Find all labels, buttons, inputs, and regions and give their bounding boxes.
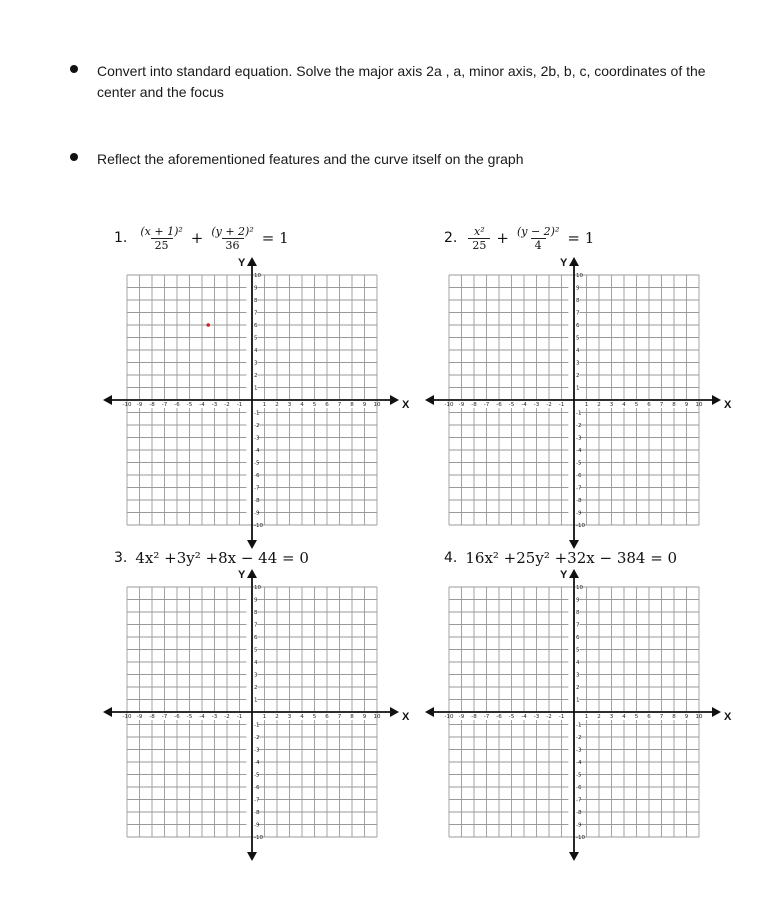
y-tick-label: -1 [576,410,582,417]
y-tick-label: -8 [576,810,582,816]
y-tick-label: -3 [576,747,582,754]
x-tick-label: -5 [186,402,193,408]
x-tick-label: 6 [325,714,329,720]
x-tick-label: 4 [300,714,304,720]
fraction [138,225,184,252]
x-axis-label: X [724,711,732,723]
x-axis-arrow-left-icon [425,707,434,717]
y-tick-label: -7 [254,485,260,492]
x-tick-label: 9 [362,402,367,408]
x-tick-label: -1 [558,714,565,720]
y-tick-label: -10 [576,523,585,529]
general-equation: 4x² +3y² +8x − 44 = 0 [135,549,309,567]
x-tick-label: 7 [337,714,342,720]
x-tick-label: -9 [136,402,143,408]
y-tick-label: -10 [254,523,263,529]
x-tick-label: -2 [224,402,230,408]
y-tick-label: -6 [576,473,582,479]
x-tick-label: -2 [224,714,230,720]
y-tick-label: 10 [576,273,583,279]
y-tick-label: 7 [254,622,258,629]
y-tick-label: -4 [254,448,260,454]
x-tick-label: 2 [597,402,601,408]
x-tick-label: -2 [546,402,552,408]
y-tick-label: -7 [576,797,582,804]
y-tick-label: 4 [576,660,580,666]
y-tick-label: 4 [254,660,258,666]
y-axis-arrow-up-icon [569,569,579,578]
x-axis-arrow-right-icon [390,395,399,405]
instruction-2 [70,149,730,170]
y-axis-label: Y [560,257,568,269]
x-tick-label: 9 [684,402,689,408]
fraction [468,225,490,252]
y-tick-label: -3 [576,435,582,442]
y-tick-label: 10 [576,585,583,591]
x-tick-label: -4 [199,714,205,720]
x-tick-label: -5 [186,714,193,720]
y-tick-label: 8 [254,610,258,616]
x-tick-label: 3 [609,402,614,408]
x-axis-arrow-left-icon [103,707,112,717]
equals-one: = 1 [261,229,289,247]
x-tick-label: -9 [136,714,143,720]
x-tick-label: 7 [659,402,664,408]
x-tick-label: 5 [634,402,639,408]
instruction-1 [70,61,730,103]
y-tick-label: -6 [254,473,260,479]
instruction-text: Reflect the aforementioned features and the curve itself on the graph [97,151,524,167]
x-tick-label: 5 [312,714,317,720]
y-tick-label: -5 [576,772,582,779]
y-tick-label: 3 [254,672,258,679]
y-tick-label: 9 [576,285,580,292]
x-tick-label: -10 [122,402,132,408]
y-tick-label: 3 [576,360,580,367]
y-tick-label: -2 [576,735,582,741]
problem-number: 2. [444,230,458,246]
x-tick-label: 6 [647,402,651,408]
equals-one: = 1 [567,229,595,247]
x-tick-label: -10 [444,714,454,720]
y-tick-label: -4 [254,760,260,766]
x-tick-label: 5 [634,714,639,720]
x-tick-label: 3 [287,714,292,720]
numerator: (x + 1)² [140,224,183,238]
x-tick-label: -7 [161,402,168,408]
x-tick-label: -1 [236,714,243,720]
y-tick-label: -3 [254,747,260,754]
x-tick-label: 7 [659,714,664,720]
x-tick-label: 1 [262,714,267,720]
x-tick-label: 8 [672,714,676,720]
y-tick-label: -6 [254,785,260,791]
fraction [209,225,255,252]
denominator: 4 [531,238,546,252]
coordinate-grid-1[interactable] [108,256,408,546]
x-tick-label: -8 [471,402,477,408]
x-tick-label: -6 [496,402,502,408]
x-tick-label: 8 [350,402,354,408]
y-tick-label: -3 [254,435,260,442]
y-axis-label: Y [238,569,246,581]
y-tick-label: 3 [254,360,258,367]
x-tick-label: 2 [597,714,601,720]
x-tick-label: 5 [312,402,317,408]
y-tick-label: -5 [254,772,260,779]
x-axis-arrow-right-icon [390,707,399,717]
x-tick-label: -8 [149,402,155,408]
problem-2-equation [444,220,597,256]
y-tick-label: 5 [254,335,258,342]
x-tick-label: -4 [199,402,205,408]
x-tick-label: -5 [508,714,515,720]
y-tick-label: 4 [254,348,258,354]
y-tick-label: 2 [254,373,258,379]
y-tick-label: 9 [576,597,580,604]
y-tick-label: -4 [576,448,582,454]
problem-number: 3. [114,550,128,566]
x-tick-label: -1 [236,402,243,408]
x-tick-label: -6 [174,402,180,408]
y-tick-label: 2 [576,685,580,691]
y-axis-label: Y [238,257,246,269]
x-tick-label: -9 [458,402,465,408]
y-tick-label: 7 [576,622,580,629]
y-tick-label: 1 [254,697,258,704]
y-tick-label: 6 [576,323,580,329]
y-tick-label: 6 [254,323,258,329]
x-tick-label: 8 [672,402,676,408]
x-tick-label: 2 [275,714,279,720]
y-tick-label: 2 [254,685,258,691]
x-tick-label: -6 [174,714,180,720]
x-tick-label: 1 [584,714,589,720]
y-tick-label: -8 [576,498,582,504]
x-tick-label: 4 [622,714,626,720]
y-tick-label: 5 [576,647,580,654]
coordinate-grid-3[interactable] [108,568,408,858]
plus-sign: + [496,229,509,247]
y-tick-label: -10 [576,835,585,841]
y-tick-label: -7 [576,485,582,492]
x-tick-label: 10 [695,714,703,720]
y-tick-label: -10 [254,835,263,841]
x-axis-arrow-right-icon [712,707,721,717]
marked-point [206,323,210,327]
y-tick-label: 8 [254,298,258,304]
y-axis-label: Y [560,569,568,581]
x-tick-label: -5 [508,402,515,408]
x-tick-label: 9 [684,714,689,720]
y-tick-label: -2 [576,423,582,429]
y-tick-label: 9 [254,597,258,604]
y-tick-label: 1 [576,697,580,704]
y-tick-label: -9 [576,822,582,829]
y-tick-label: 9 [254,285,258,292]
x-tick-label: -2 [546,714,552,720]
x-tick-label: 4 [622,402,626,408]
y-tick-label: -2 [254,423,260,429]
denominator: 36 [222,238,244,252]
x-tick-label: -8 [149,714,155,720]
y-tick-label: -8 [254,498,260,504]
y-tick-label: 4 [576,348,580,354]
y-axis-arrow-up-icon [247,257,257,266]
y-tick-label: -5 [576,460,582,467]
y-tick-label: 10 [254,273,261,279]
x-tick-label: -4 [521,402,527,408]
x-tick-label: 3 [287,402,292,408]
x-tick-label: 9 [362,714,367,720]
denominator: 25 [151,238,173,252]
x-tick-label: -9 [458,714,465,720]
x-axis-arrow-left-icon [103,395,112,405]
y-tick-label: -7 [254,797,260,804]
x-tick-label: -7 [161,714,168,720]
y-tick-label: 3 [576,672,580,679]
x-tick-label: 8 [350,714,354,720]
numerator: x² [474,224,485,238]
x-axis-arrow-right-icon [712,395,721,405]
y-axis-arrow-up-icon [569,257,579,266]
fraction [515,225,561,252]
y-axis-arrow-down-icon [247,852,257,861]
y-tick-label: -1 [576,722,582,729]
y-tick-label: 10 [254,585,261,591]
x-axis-label: X [724,399,732,411]
x-tick-label: -3 [533,402,540,408]
x-tick-label: -6 [496,714,502,720]
plus-sign: + [190,229,204,247]
y-tick-label: 2 [576,373,580,379]
y-tick-label: -8 [254,810,260,816]
x-tick-label: -1 [558,402,565,408]
y-tick-label: 5 [576,335,580,342]
y-tick-label: -5 [254,460,260,467]
x-tick-label: 2 [275,402,279,408]
problem-1-equation [114,220,292,256]
y-tick-label: -9 [254,510,260,517]
x-axis-label: X [402,399,410,411]
x-tick-label: -4 [521,714,527,720]
x-tick-label: 10 [373,714,381,720]
x-tick-label: 10 [373,402,381,408]
y-tick-label: -1 [254,410,260,417]
instruction-text: Convert into standard equation. Solve the major axis 2a , a, minor axis, 2b, b, c, coordinates of the center and the focus [97,63,706,100]
problem-number: 1. [114,230,128,246]
x-tick-label: 6 [647,714,651,720]
x-axis-arrow-left-icon [425,395,434,405]
y-tick-label: 8 [576,298,580,304]
bullet-dot [70,65,78,73]
x-tick-label: 10 [695,402,703,408]
y-tick-label: 8 [576,610,580,616]
x-tick-label: -3 [211,402,218,408]
y-tick-label: -1 [254,722,260,729]
y-tick-label: 7 [576,310,580,317]
y-tick-label: 1 [576,385,580,392]
y-tick-label: -2 [254,735,260,741]
x-tick-label: 7 [337,402,342,408]
y-tick-label: 7 [254,310,258,317]
x-tick-label: 4 [300,402,304,408]
x-tick-label: 1 [584,402,589,408]
coordinate-grid-4[interactable] [430,568,730,858]
x-tick-label: -7 [483,714,490,720]
y-tick-label: -6 [576,785,582,791]
x-axis-label: X [402,711,410,723]
general-equation: 16x² +25y² +32x − 384 = 0 [465,549,678,567]
x-tick-label: 3 [609,714,614,720]
problem-number: 4. [444,550,458,566]
denominator: 25 [468,238,490,252]
y-tick-label: 1 [254,385,258,392]
x-tick-label: 1 [262,402,267,408]
x-tick-label: -10 [444,402,454,408]
coordinate-grid-2[interactable] [430,256,730,546]
y-tick-label: 6 [254,635,258,641]
numerator: (y − 2)² [516,224,560,238]
y-axis-arrow-down-icon [569,852,579,861]
x-tick-label: -7 [483,402,490,408]
x-tick-label: 6 [325,402,329,408]
y-tick-label: -9 [254,822,260,829]
y-axis-arrow-up-icon [247,569,257,578]
y-tick-label: -4 [576,760,582,766]
x-tick-label: -3 [211,714,218,720]
bullet-dot [70,153,78,161]
numerator: (y + 2)² [211,224,254,238]
x-tick-label: -10 [122,714,132,720]
y-tick-label: 5 [254,647,258,654]
y-tick-label: 6 [576,635,580,641]
x-tick-label: -8 [471,714,477,720]
y-tick-label: -9 [576,510,582,517]
x-tick-label: -3 [533,714,540,720]
